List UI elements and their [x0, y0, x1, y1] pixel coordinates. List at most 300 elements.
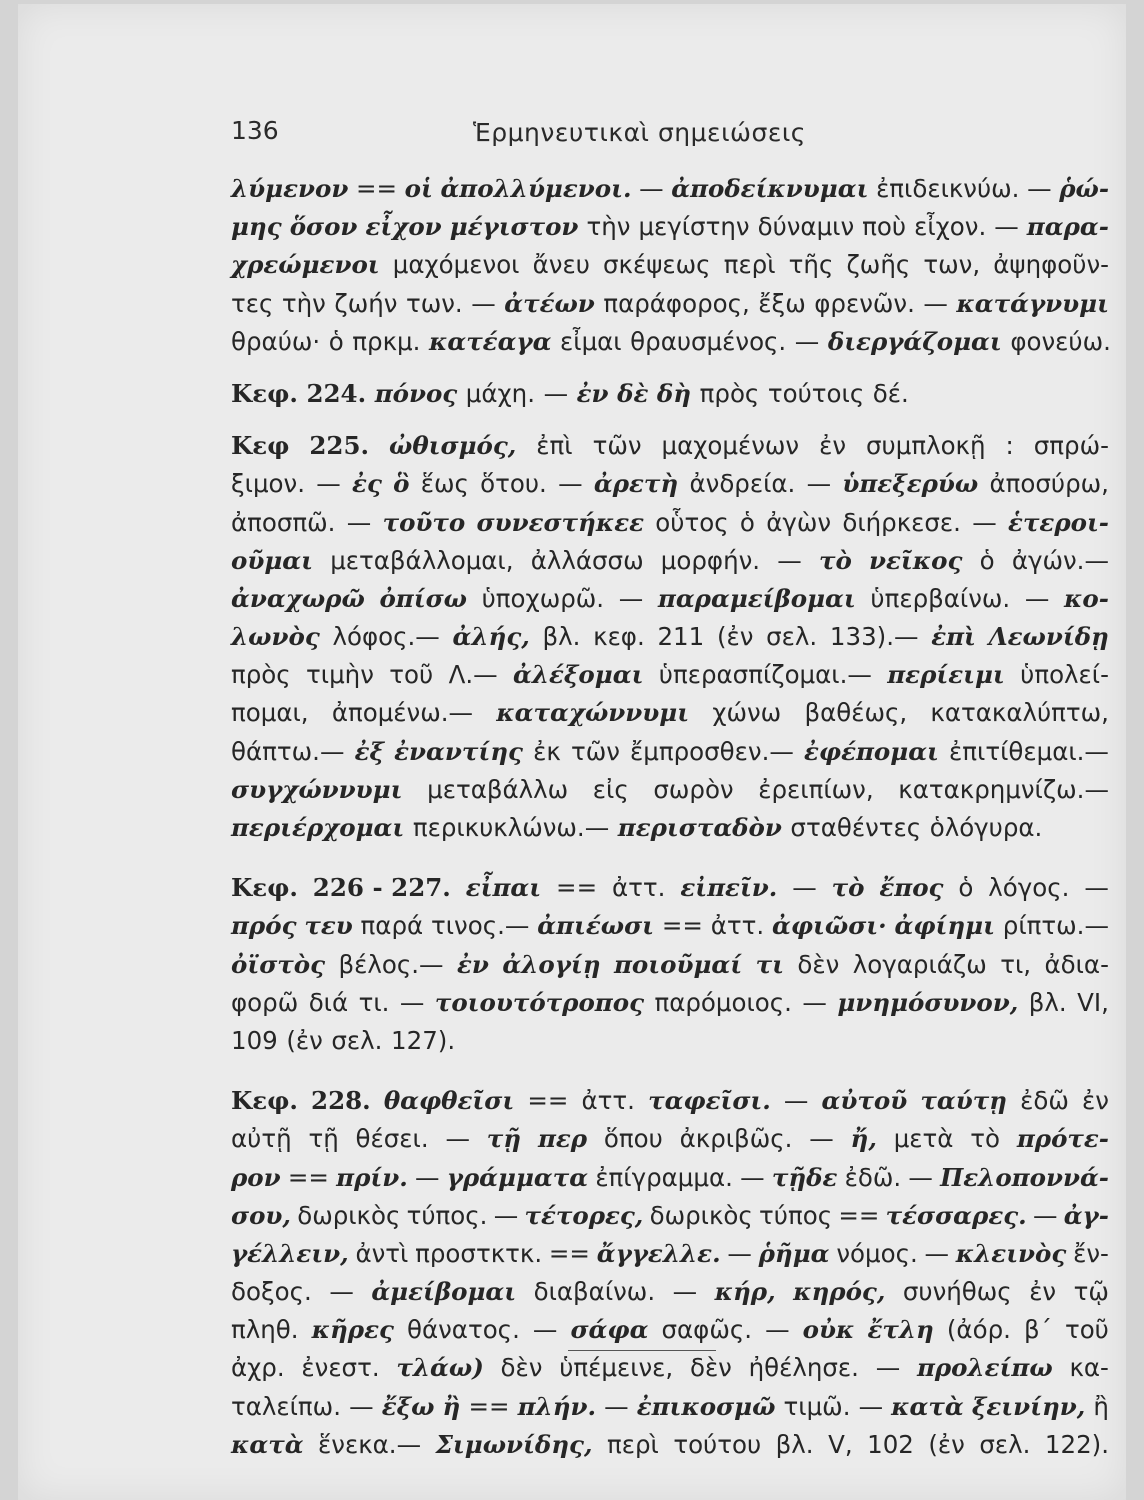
text-line	[231, 580, 1109, 618]
gloss-word: τοῦ	[389, 660, 434, 690]
gloss-word: οὗτος	[655, 507, 729, 537]
gloss-word: —	[445, 1124, 470, 1154]
gloss-word: ἐρειπίων,	[758, 774, 874, 804]
paragraph	[231, 427, 1109, 847]
gloss-word: ἠθέλησε.	[748, 1353, 859, 1383]
gloss-word: σαφῶς.	[661, 1315, 753, 1345]
gloss-word: θάνατος.	[406, 1315, 520, 1345]
gloss-word: κατακρημνίζω.—	[898, 774, 1109, 804]
headword: τῇδε	[771, 1162, 838, 1192]
gloss-word: —	[349, 1391, 374, 1421]
gloss-word: —	[414, 1162, 440, 1192]
gloss-word: περὶ	[606, 1429, 659, 1459]
headword: ὠθισμός,	[389, 431, 517, 461]
headword: ἐξ	[354, 736, 384, 766]
gloss-word: λόγος.	[988, 873, 1070, 903]
gloss-word: δὲν	[797, 949, 840, 979]
headword: περισταδὸν	[617, 813, 782, 842]
text-line	[231, 656, 1109, 694]
gloss-word: ἀττ.	[581, 1086, 635, 1116]
gloss-word: —	[316, 469, 341, 499]
gloss-word: ἔμπροσθεν.—	[630, 736, 794, 766]
gloss-word: διά	[308, 987, 349, 1017]
gloss-word: θραύω·	[231, 326, 321, 356]
gloss-word: —	[1027, 174, 1052, 203]
gloss-word: μεταβάλλομαι,	[330, 545, 514, 575]
gloss-word: ὅτου.	[480, 469, 547, 499]
paragraph-gap	[231, 1060, 1109, 1082]
gloss-word: σωρὸν	[653, 774, 734, 804]
gloss-word: —	[471, 288, 496, 318]
headword: ἤ,	[850, 1124, 877, 1154]
gloss-word: ἀποσύρω,	[989, 469, 1109, 499]
gloss-word: πρκμ.	[352, 326, 421, 356]
gloss-word: μαχομένων	[661, 431, 800, 461]
headword: κῆρες	[311, 1315, 394, 1345]
text-line	[231, 208, 1109, 246]
gloss-word: 109	[231, 1025, 278, 1055]
gloss-word: ἀνδρεία.	[689, 469, 796, 499]
gloss-word: τὴν	[281, 288, 326, 318]
headword: κατὰ	[891, 1391, 964, 1421]
gloss-word: —	[543, 378, 569, 408]
text-line	[231, 618, 1109, 656]
text-line	[231, 542, 1109, 580]
chapter-label: Κεφ.	[231, 378, 298, 408]
gloss-word: ὁ	[958, 873, 974, 903]
headword: θαφθεῖσι	[383, 1086, 515, 1116]
gloss-word: —	[1032, 1200, 1058, 1230]
gloss-word: 127).	[391, 1025, 456, 1055]
text-line	[231, 1273, 1109, 1311]
headword: ἔτλη	[867, 1315, 934, 1345]
gloss-word: ==	[548, 1238, 590, 1268]
gloss-word: ὁλόγυρα.	[929, 813, 1043, 842]
gloss-word: τοῦ	[1064, 1315, 1109, 1345]
gloss-word: βαθέως,	[804, 698, 908, 728]
gloss-word: —	[994, 212, 1019, 242]
headword: ἑτεροι-	[1008, 507, 1109, 537]
headword: ἐφέπομαι	[804, 736, 939, 766]
gloss-word: ἀψηφοῦν-	[993, 250, 1109, 280]
headword: σου,	[231, 1200, 291, 1230]
gloss-word: διήρκεσε.	[842, 507, 961, 537]
headword: κατέαγα	[428, 326, 552, 356]
chapter-label: 228.	[311, 1086, 371, 1116]
gloss-word: προστκτκ.	[415, 1238, 543, 1268]
gloss-word: τύπος	[759, 1200, 833, 1230]
headword: ταφεῖσι.	[648, 1086, 771, 1116]
headword: ἀφίημι	[894, 911, 995, 941]
gloss-word: 211	[657, 622, 705, 652]
gloss-word: :	[1005, 431, 1014, 461]
gloss-word: VI,	[1077, 987, 1109, 1017]
gloss-word: ὁ	[739, 507, 755, 537]
gloss-word: δωρικὸς	[297, 1200, 401, 1230]
gloss-word: ἐν	[1082, 1086, 1109, 1116]
headword: ὑπεξερύω	[842, 469, 979, 499]
headword: ἀφιῶσι·	[772, 911, 887, 941]
gloss-word: δὲν	[689, 1353, 732, 1383]
gloss-word: ἐπιτίθεμαι.—	[949, 736, 1109, 766]
gloss-word: θέσει.	[355, 1124, 429, 1154]
headword: τλάω)	[396, 1353, 484, 1383]
headword: εἰπεῖν.	[680, 873, 778, 903]
gloss-word: ==	[661, 911, 703, 941]
headword: τι	[755, 949, 784, 979]
end-rule	[568, 1350, 716, 1351]
gloss-word: ἐδῶ	[1020, 1086, 1069, 1116]
gloss-word: ἐκ	[533, 736, 561, 766]
headword: μης	[231, 212, 282, 242]
gloss-word: ἐδῶ.	[844, 1162, 902, 1192]
text-line	[231, 1120, 1109, 1158]
headword: σάφα	[570, 1315, 649, 1345]
headword: ἐν	[576, 378, 609, 408]
headword: γέλλειν,	[231, 1238, 349, 1268]
gloss-word: 133).—	[829, 622, 919, 652]
gloss-word: τι.	[358, 987, 390, 1017]
gloss-word: V,	[828, 1429, 853, 1459]
headword: ἀλογίῃ	[502, 949, 601, 979]
gloss-word: τι,	[1000, 949, 1032, 979]
headword: ἀμείβομαι	[371, 1277, 517, 1307]
headword: ρον	[231, 1162, 281, 1192]
headword: τευ	[304, 911, 353, 941]
gloss-word: δύναμιν	[757, 212, 855, 242]
paragraph-gap	[231, 847, 1109, 869]
gloss-word: ἔξω	[758, 288, 806, 318]
gloss-word: ζωήν	[334, 288, 398, 318]
paragraph	[231, 375, 1109, 413]
gloss-word: 122).	[1044, 1429, 1109, 1459]
headword: γράμματα	[446, 1162, 589, 1192]
gloss-word: τύπος.	[406, 1200, 488, 1230]
headword: συνεστήκεε	[476, 507, 644, 537]
headword: εἶχον	[365, 212, 442, 242]
headword: ἀρετὴ	[593, 469, 679, 499]
headword: ἐπικοσμῶ	[636, 1391, 776, 1421]
headword: τοῦτο	[382, 507, 466, 537]
chapter-label: Κεφ.	[231, 1086, 298, 1116]
headword: ὅσον	[289, 212, 358, 242]
gloss-word: δὲν	[500, 1353, 543, 1383]
gloss-word: ==	[355, 174, 398, 203]
gloss-word: ἐν	[1029, 1277, 1057, 1307]
gloss-word: —	[618, 583, 644, 613]
gloss-word: —	[802, 987, 827, 1017]
gloss-word: ἔν-	[1073, 1238, 1109, 1268]
gloss-word: —	[783, 1086, 809, 1116]
gloss-word: ἐπίγραμμα.	[595, 1162, 733, 1192]
headword: χρεώμενοι	[231, 250, 380, 280]
gloss-word: ὁ	[979, 545, 995, 575]
text-line	[231, 170, 1109, 208]
headword: αὐτοῦ	[821, 1086, 908, 1116]
headword: ἐναντίης	[394, 736, 523, 766]
gloss-word: ==	[527, 1086, 569, 1116]
headword: περίειμι	[887, 660, 1005, 690]
gloss-word: εἶμαι	[560, 326, 622, 356]
gloss-word: τῆς	[788, 250, 834, 280]
gloss-word: —	[1024, 583, 1050, 613]
gloss-word: (ἀόρ.	[946, 1315, 1011, 1345]
headword: Σιμωνίδης,	[435, 1429, 593, 1459]
headword: κο-	[1064, 583, 1109, 613]
gloss-word: βλ.	[542, 622, 581, 652]
text-line	[231, 246, 1109, 284]
gloss-word: δωρικὸς	[649, 1200, 753, 1230]
gloss-word: —	[740, 1162, 765, 1192]
gloss-word: —	[908, 1162, 933, 1192]
gloss-word: (ἐν	[716, 622, 754, 652]
gloss-word: δέ.	[872, 378, 909, 408]
gloss-word: ὑπερβαίνω.	[870, 583, 1011, 613]
gloss-word: (ἐν	[928, 1429, 965, 1459]
gloss-word: συνήθως	[902, 1277, 1012, 1307]
headword: ἐν	[456, 949, 489, 979]
headword: ἀποδείκνυμαι	[671, 174, 869, 203]
headword: ἐς	[352, 469, 382, 499]
gloss-word: —	[399, 987, 425, 1017]
gloss-word: —	[806, 469, 832, 499]
gloss-word: ὁ	[328, 326, 344, 356]
gloss-word: (ἐν	[286, 1025, 323, 1055]
gloss-word: σκέψεως	[603, 250, 711, 280]
gloss-word: των,	[923, 250, 981, 280]
headword: ἢ	[442, 1391, 461, 1421]
headword: καταχώννυμι	[496, 698, 690, 728]
text-line	[231, 1235, 1109, 1273]
headword: μέγιστον	[449, 212, 579, 242]
text-line	[231, 694, 1109, 732]
headword: παρα-	[1026, 212, 1109, 242]
gloss-word: παρά	[360, 911, 424, 941]
headword: πρότε-	[1016, 1124, 1109, 1154]
gloss-word: σπρώ-	[1033, 431, 1109, 461]
paragraph-gap	[231, 361, 1109, 375]
headword: κατὰ	[231, 1429, 304, 1459]
gloss-word: τες	[231, 288, 274, 318]
text-line	[231, 771, 1109, 809]
gloss-word: βλ.	[1028, 987, 1067, 1017]
gloss-word: εἰς	[592, 774, 629, 804]
gloss-word: —	[923, 288, 948, 318]
gloss-word: λόφος.—	[332, 622, 440, 652]
gloss-word: πρὸς	[699, 378, 760, 408]
gloss-word: πληθ.	[231, 1315, 299, 1345]
gloss-word: λογαριάζω	[852, 949, 987, 979]
gloss-word: τὴν	[586, 212, 631, 242]
gloss-word: —	[493, 1200, 519, 1230]
chapter-label: 226 - 227.	[312, 873, 451, 903]
gloss-word: μετὰ	[893, 1124, 954, 1154]
chapter-label: 224.	[306, 378, 367, 408]
running-header	[231, 116, 1126, 156]
gloss-word: μορφήν.	[660, 545, 761, 575]
book-page	[18, 4, 1126, 1500]
gloss-word: τὸ	[970, 1124, 1001, 1154]
gloss-word: —	[972, 507, 997, 537]
gloss-word: των.	[405, 288, 463, 318]
text-line	[231, 323, 1109, 361]
headword: ὀϊστὸς	[231, 949, 326, 979]
gloss-word: β΄	[1023, 1315, 1052, 1345]
gloss-word: ταλείπω.	[231, 1391, 341, 1421]
headword: κατάγνυμι	[956, 288, 1109, 318]
gloss-word: ἀδια-	[1044, 949, 1109, 979]
gloss-word: ἀπομένω.—	[331, 698, 474, 728]
gloss-word: ἀττ.	[612, 873, 666, 903]
gloss-word: ἕνεκα.—	[318, 1429, 422, 1459]
gloss-word: ἐνεστ.	[301, 1353, 380, 1383]
text-line	[231, 1388, 1109, 1426]
headword: δὴ	[656, 378, 692, 408]
gloss-word: τούτου	[673, 1429, 762, 1459]
gloss-word: τινος.—	[430, 911, 530, 941]
gloss-word: ἕως	[420, 469, 469, 499]
gloss-word: ποὺ	[862, 212, 907, 242]
gloss-word: βέλος.—	[338, 949, 444, 979]
gloss-word: θάπτω.—	[231, 736, 345, 766]
text-line	[231, 1159, 1109, 1197]
gloss-word: φονεύω.	[1010, 326, 1111, 356]
gloss-word: —	[532, 1315, 558, 1345]
paragraph	[231, 170, 1109, 361]
gloss-word: παρόμοιος.	[654, 987, 792, 1017]
text-line	[231, 1197, 1109, 1235]
gloss-word: ἐπιδεικνύω.	[876, 174, 1020, 203]
gloss-word: —	[794, 326, 820, 356]
headword: ἀναχωρῶ	[231, 583, 365, 613]
gloss-word: Λ.—	[448, 660, 498, 690]
gloss-word: διαβαίνω.	[533, 1277, 656, 1307]
headword: παραμείβομαι	[657, 583, 856, 613]
paragraph	[231, 869, 1109, 1060]
text-line	[231, 375, 1109, 413]
headword: τοιουτότροπος	[434, 987, 644, 1017]
gloss-word: —	[809, 1124, 834, 1154]
text-line	[231, 1349, 1109, 1387]
headword: ποιοῦμαί	[614, 949, 743, 979]
gloss-word: —	[346, 507, 372, 537]
paragraph-gap	[231, 413, 1109, 427]
gloss-word: περικυκλώνω.—	[412, 813, 610, 842]
text-line	[231, 285, 1109, 323]
gloss-word: ἀποσπῶ.	[231, 507, 336, 537]
gloss-word: ὑπολεί-	[1020, 660, 1109, 690]
headword: ἀλέξομαι	[513, 660, 644, 690]
headword: πλήν.	[517, 1391, 597, 1421]
gloss-word: ==	[287, 1162, 329, 1192]
text-line	[231, 733, 1109, 771]
gloss-word: τῶν	[592, 431, 642, 461]
gloss-word: 102	[867, 1429, 914, 1459]
gloss-word: ἐν	[819, 431, 847, 461]
paragraph	[231, 1082, 1109, 1464]
gloss-word: μάχη.	[465, 378, 536, 408]
gloss-word: ὅπου	[603, 1124, 663, 1154]
headword: εἶπαι	[465, 873, 542, 903]
headword: τὸ	[831, 873, 865, 903]
gloss-word: εἶχον.	[914, 212, 987, 242]
gloss-word: δοξος.	[231, 1277, 312, 1307]
headword: ταύτῃ	[920, 1086, 1007, 1116]
gloss-word: φρενῶν.	[814, 288, 915, 318]
gloss-word: ἢ	[1093, 1391, 1109, 1421]
headword: ἔξω	[381, 1391, 435, 1421]
text-line	[231, 869, 1109, 907]
headword: ῥώ-	[1059, 174, 1109, 203]
headword: κηρός,	[793, 1277, 886, 1307]
text-line	[231, 907, 1109, 945]
gloss-word: —	[558, 469, 583, 499]
text-line	[231, 984, 1109, 1022]
gloss-word: ὑπερασπίζομαι.—	[658, 660, 872, 690]
chapter-label: Κεφ	[231, 431, 290, 461]
gloss-word: ζωῆς	[846, 250, 911, 280]
gloss-word: πρὸς	[231, 660, 291, 690]
gloss-word: τιμῶ.	[783, 1391, 851, 1421]
gloss-word: βλ.	[775, 1429, 814, 1459]
gloss-word: φορῶ	[231, 987, 299, 1017]
gloss-word: ἀκριβῶς.	[679, 1124, 793, 1154]
gloss-word: —	[924, 1238, 949, 1268]
gloss-word: κα-	[1069, 1353, 1109, 1383]
text-line	[231, 946, 1109, 984]
headword: οἱ	[404, 174, 433, 203]
gloss-word: σελ.	[331, 1025, 383, 1055]
text-line	[231, 427, 1109, 465]
headword: τῇ	[486, 1124, 522, 1154]
headword: ἀτέων	[504, 288, 595, 318]
headword: λωνὸς	[231, 622, 320, 652]
headword: ἀπολλύμενοι.	[440, 174, 632, 203]
gloss-word: συμπλοκῇ	[866, 431, 986, 461]
text-line	[231, 1311, 1109, 1349]
chapter-label: Κεφ.	[231, 873, 298, 903]
headword: νεῖκος	[869, 545, 963, 575]
headword: ἀλής,	[452, 622, 530, 652]
headword: πόνος	[374, 378, 458, 408]
gloss-word: —	[875, 1353, 901, 1383]
gloss-word: σταθέντες	[790, 813, 922, 842]
gloss-word: —	[792, 873, 817, 903]
gloss-word: ἐπὶ	[536, 431, 573, 461]
gloss-word: ρίπτω.—	[1002, 911, 1109, 941]
headword: ἀγ-	[1063, 1200, 1109, 1230]
headword: οῦμαι	[231, 545, 313, 575]
gloss-word: παράφορος,	[603, 288, 750, 318]
gloss-word: αὐτῇ	[231, 1124, 292, 1154]
gloss-word: νόμος.	[836, 1238, 918, 1268]
headword: ἄγγελλε.	[596, 1238, 721, 1268]
headword: ὀπίσω	[379, 583, 467, 613]
headword: πρός	[231, 911, 297, 941]
gloss-word: ==	[556, 873, 598, 903]
gloss-word: ==	[468, 1391, 510, 1421]
gloss-word: τῇ	[308, 1124, 339, 1154]
headword: τέτορες,	[524, 1200, 644, 1230]
headword: προλείπω	[916, 1353, 1053, 1383]
gloss-word: —	[672, 1277, 698, 1307]
headword: Λεωνίδῃ	[988, 622, 1109, 652]
gloss-word: ἀντὶ	[355, 1238, 409, 1268]
headword: τὸ	[819, 545, 852, 575]
gloss-word: ἀγὼν	[766, 507, 832, 537]
headword: ἐπὶ	[931, 622, 976, 652]
headword: συγχώννυμι	[231, 774, 403, 804]
